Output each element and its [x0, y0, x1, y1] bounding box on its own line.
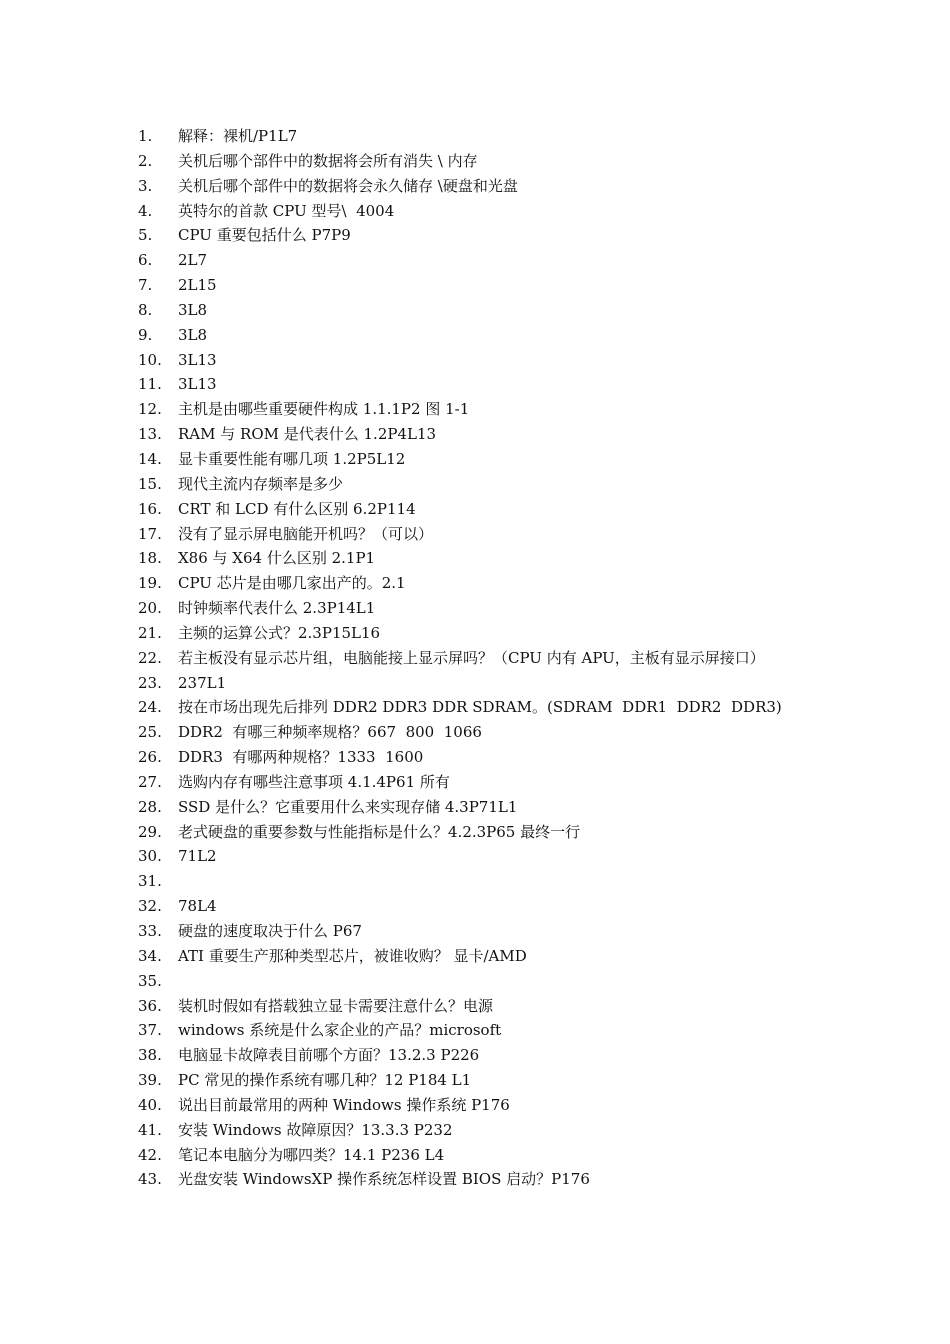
item-number: 36. [138, 996, 162, 1015]
list-item [138, 273, 818, 298]
item-text: 2L15 [178, 276, 217, 295]
item-number: 8. [138, 300, 153, 319]
list-item [138, 596, 818, 621]
item-text: 关机后哪个部件中的数据将会所有消失 \ 内存 [178, 151, 478, 170]
list-item [138, 1167, 818, 1192]
item-text: 按在市场出现先后排列 DDR2 DDR3 DDR SDRAM。(SDRAM DDR1 DDR2 DDR3) [178, 698, 782, 717]
list-item [138, 372, 818, 397]
list-item [138, 844, 818, 869]
item-number: 34. [138, 946, 162, 965]
item-number: 23. [138, 673, 162, 692]
item-text: 光盘安装 WindowsXP 操作系统怎样设置 BIOS 启动？P176 [178, 1170, 590, 1189]
list-item [138, 820, 818, 845]
item-number: 9. [138, 325, 153, 344]
item-text: 2L7 [178, 251, 208, 270]
item-text: 3L13 [178, 375, 217, 394]
item-number: 3. [138, 176, 153, 195]
item-text: 选购内存有哪些注意事项 4.1.4P61 所有 [178, 772, 450, 791]
item-text: 71L2 [178, 847, 217, 866]
list-item [138, 174, 818, 199]
item-text: 若主板没有显示芯片组，电脑能接上显示屏吗？（CPU 内有 APU，主板有显示屏接口） [178, 648, 765, 667]
list-item [138, 522, 818, 547]
item-text: SSD 是什么？它重要用什么来实现存储 4.3P71L1 [178, 797, 518, 816]
item-number: 38. [138, 1046, 162, 1065]
item-text: CPU 芯片是由哪几家出产的。2.1 [178, 574, 406, 593]
item-number: 30. [138, 847, 162, 866]
list-item [138, 1093, 818, 1118]
item-number: 32. [138, 897, 162, 916]
item-text: CRT 和 LCD 有什么区别 6.2P114 [178, 499, 416, 518]
item-number: 19. [138, 574, 162, 593]
item-text: 安装 Windows 故障原因？13.3.3 P232 [178, 1120, 453, 1139]
item-number: 14. [138, 449, 162, 468]
list-item [138, 1118, 818, 1143]
list-item [138, 348, 818, 373]
item-number: 20. [138, 599, 162, 618]
list-item [138, 1143, 818, 1168]
item-text: 电脑显卡故障表目前哪个方面？13.2.3 P226 [178, 1046, 480, 1065]
item-number: 42. [138, 1145, 162, 1164]
list-item [138, 671, 818, 696]
list-item [138, 422, 818, 447]
item-number: 5. [138, 226, 153, 245]
item-text: CPU 重要包括什么 P7P9 [178, 226, 351, 245]
list-item [138, 248, 818, 273]
list-item [138, 323, 818, 348]
item-number: 26. [138, 748, 162, 767]
list-item [138, 770, 818, 795]
item-text: 主机是由哪些重要硬件构成 1.1.1P2 图 1-1 [178, 400, 470, 419]
item-text: DDR2 有哪三种频率规格？667 800 1066 [178, 723, 482, 742]
list-item [138, 969, 818, 994]
list-item [138, 695, 818, 720]
item-text: 说出目前最常用的两种 Windows 操作系统 P176 [178, 1095, 510, 1114]
item-number: 6. [138, 251, 153, 270]
item-text: X86 与 X64 什么区别 2.1P1 [178, 549, 376, 568]
list-item [138, 894, 818, 919]
item-text: 英特尔的首款 CPU 型号\ 4004 [178, 201, 395, 220]
item-number: 4. [138, 201, 153, 220]
item-number: 29. [138, 822, 162, 841]
list-item [138, 298, 818, 323]
item-number: 27. [138, 772, 162, 791]
item-text: 3L13 [178, 350, 217, 369]
list-item [138, 223, 818, 248]
item-number: 21. [138, 623, 162, 642]
item-text: PC 常见的操作系统有哪几种？12 P184 L1 [178, 1071, 472, 1090]
item-text: 78L4 [178, 897, 217, 916]
item-number: 28. [138, 797, 162, 816]
list-item [138, 745, 818, 770]
item-text: DDR3 有哪两种规格？1333 1600 [178, 748, 424, 767]
item-text: 3L8 [178, 300, 208, 319]
item-text: 老式硬盘的重要参数与性能指标是什么？4.2.3P65 最终一行 [178, 822, 581, 841]
item-text: 笔记本电脑分为哪四类？14.1 P236 L4 [178, 1145, 445, 1164]
item-text: 关机后哪个部件中的数据将会永久储存 \硬盘和光盘 [178, 176, 518, 195]
item-text: 解释：裸机/P1L7 [178, 127, 298, 145]
list-item [138, 1018, 818, 1043]
item-number: 24. [138, 698, 162, 717]
list-item [138, 546, 818, 571]
item-text: 硬盘的速度取决于什么 P67 [178, 922, 362, 940]
item-text: 3L8 [178, 325, 208, 344]
item-text: 现代主流内存频率是多少 [178, 474, 344, 493]
item-number: 35. [138, 971, 162, 990]
item-text: 显卡重要性能有哪几项 1.2P5L12 [178, 449, 406, 468]
item-number: 10. [138, 350, 162, 369]
item-text: 没有了显示屏电脑能开机吗？（可以） [178, 524, 434, 543]
item-number: 37. [138, 1021, 162, 1040]
list-item [138, 1068, 818, 1093]
list-item [138, 1043, 818, 1068]
item-number: 39. [138, 1071, 162, 1090]
item-text: 237L1 [178, 673, 227, 692]
item-text: RAM 与 ROM 是代表什么 1.2P4L13 [178, 425, 437, 444]
item-number: 22. [138, 648, 162, 667]
list-item [138, 646, 818, 671]
question-list [138, 124, 818, 1192]
item-text: 装机时假如有搭载独立显卡需要注意什么？电源 [178, 996, 494, 1015]
item-number: 18. [138, 549, 162, 568]
list-item [138, 124, 818, 149]
list-item [138, 720, 818, 745]
item-number: 12. [138, 400, 162, 419]
list-item [138, 149, 818, 174]
item-number: 1. [138, 127, 153, 145]
list-item [138, 869, 818, 894]
item-number: 17. [138, 524, 162, 543]
item-number: 33. [138, 922, 162, 940]
list-item [138, 497, 818, 522]
item-number: 25. [138, 723, 162, 742]
item-number: 15. [138, 474, 162, 493]
list-item [138, 795, 818, 820]
item-number: 31. [138, 872, 162, 891]
item-number: 13. [138, 425, 162, 444]
list-item [138, 447, 818, 472]
item-number: 7. [138, 276, 153, 295]
item-number: 2. [138, 151, 153, 170]
list-item [138, 919, 818, 944]
item-text: 主频的运算公式？2.3P15L16 [178, 623, 381, 642]
list-item [138, 571, 818, 596]
list-item [138, 397, 818, 422]
item-number: 11. [138, 375, 162, 394]
item-text: windows 系统是什么家企业的产品？microsoft [178, 1021, 502, 1040]
list-item [138, 621, 818, 646]
item-text: ATI 重要生产那种类型芯片，被谁收购？ 显卡/AMD [178, 946, 527, 965]
item-text: 时钟频率代表什么 2.3P14L1 [178, 599, 376, 618]
item-number: 43. [138, 1170, 162, 1189]
item-number: 40. [138, 1095, 162, 1114]
list-item [138, 944, 818, 969]
list-item [138, 199, 818, 224]
list-item [138, 472, 818, 497]
item-number: 41. [138, 1120, 162, 1139]
list-item [138, 994, 818, 1019]
item-number: 16. [138, 499, 162, 518]
